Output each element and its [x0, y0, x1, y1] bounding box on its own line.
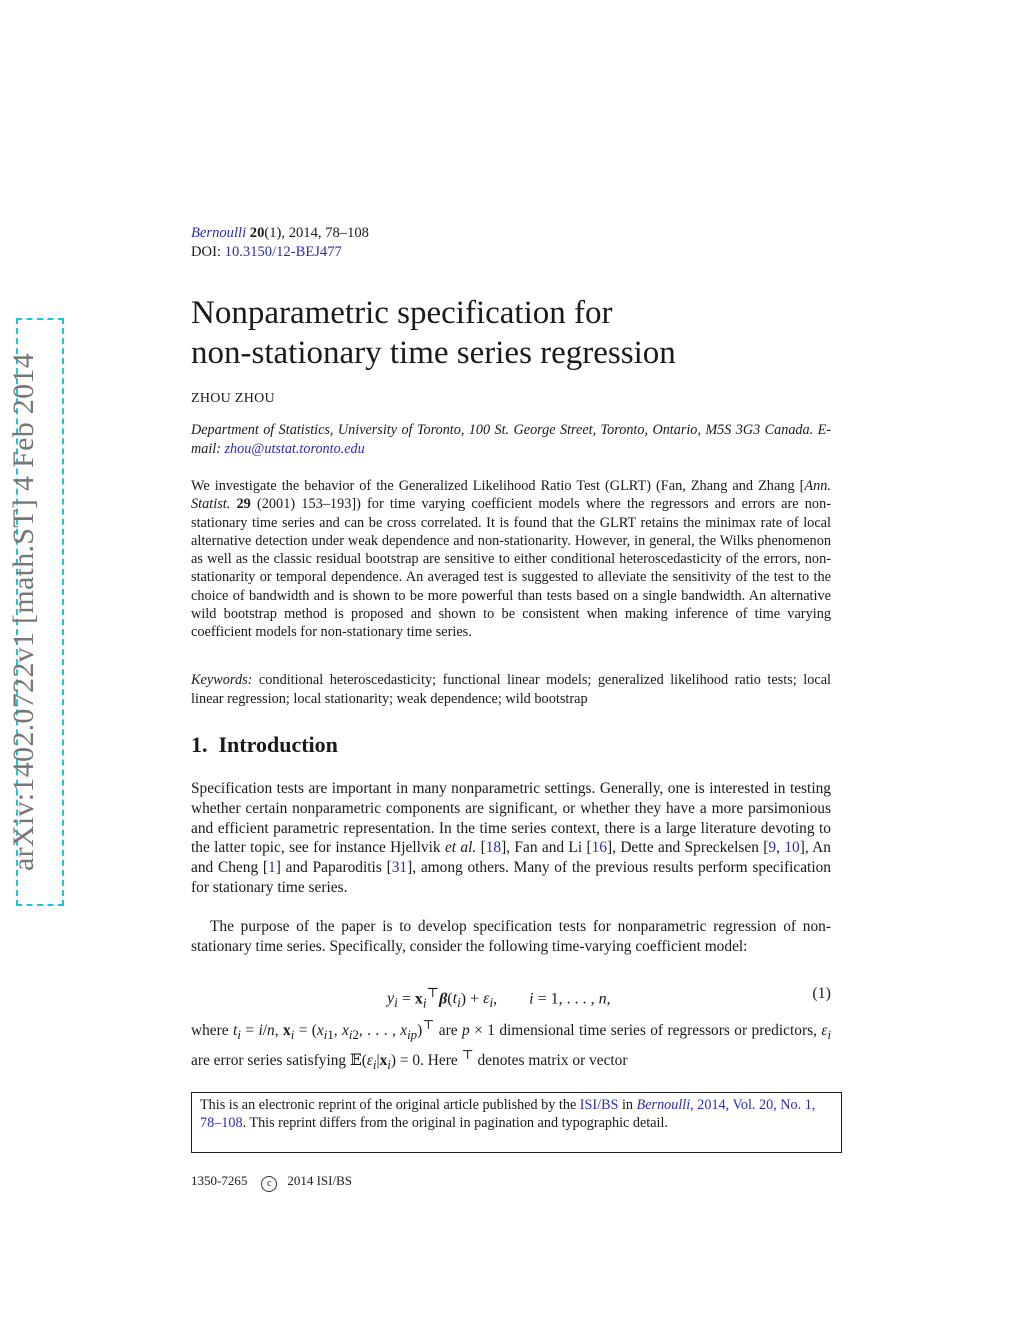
- intro-text: dimensional time series of regressors or predictors,: [499, 1022, 817, 1040]
- etal: et al.: [444, 839, 477, 857]
- intro-text: and Paparoditis: [285, 859, 382, 877]
- doi-line: [191, 243, 369, 262]
- intro-text: where: [191, 1022, 229, 1040]
- journal-volume: 20: [249, 225, 265, 241]
- intro-text: , An and Cheng: [191, 839, 831, 877]
- reprint-text: in: [621, 1097, 634, 1113]
- isi-bs-link[interactable]: ISI/BS: [579, 1097, 619, 1113]
- author-name: ZHOU ZHOU: [191, 391, 275, 406]
- reprint-citation-link[interactable]: 2014, Vol. 20, No. 1, 78–108: [200, 1097, 816, 1132]
- intro-text: are: [438, 1022, 458, 1040]
- title-line-1: Nonparametric specification for: [191, 295, 613, 331]
- equation-number: (1): [812, 985, 831, 1002]
- keywords: [191, 671, 831, 708]
- intro-text: . Here: [420, 1052, 458, 1070]
- citation-link[interactable]: 16: [591, 839, 607, 857]
- journal-issue: (1), 2014, 78–108: [264, 225, 369, 241]
- journal-info: [191, 224, 369, 262]
- copyright-icon: c: [261, 1176, 277, 1192]
- intro-text: , among others. Many of the previous results perform specification for stationary time series.: [191, 859, 831, 896]
- intro-text: Specification tests are important in many nonparametric settings. Generally, one is interested in testing whether certain nonparametric components are significant, or whether they have a more parsimonious and efficient parametric representation. In the time series context, there is a large literature devoting to the latter topic, see for instance Hjellvik: [191, 780, 831, 857]
- equation-1: [191, 985, 831, 1011]
- footer: [191, 1173, 352, 1192]
- abstract-journal: Ann. Statist.: [191, 478, 831, 513]
- abstract: [191, 477, 831, 642]
- journal-link[interactable]: Bernoulli: [191, 225, 247, 241]
- section-heading: [191, 732, 338, 758]
- intro-paragraph-3: where $t_i = i/n$, $x_i = (x_{i1}$, $x_{i2}$, . . . , $x_{ip})^⊤$ are p × 1 dimensional time series of regressors or predictors, $\varepsilon_i$ are error series satisfying $𝔼(\varepsilon_i|x_i) = 0$. Here ⊤ denotes matrix or vector: [191, 1018, 832, 1073]
- citation-link[interactable]: 31: [391, 859, 408, 877]
- reprint-text: This is an electronic reprint of the original article published by the: [200, 1097, 577, 1113]
- doi-link[interactable]: 10.3150/12-BEJ477: [224, 244, 342, 260]
- affiliation: [191, 421, 831, 458]
- citation-link[interactable]: 18: [485, 839, 502, 857]
- copyright-holder: 2014 ISI/BS: [287, 1173, 352, 1188]
- affiliation-text: Department of Statistics, University of Toronto, 100 St. George Street, Toronto, Ontario, M5S 3G3 Canada. E-mail:: [191, 422, 831, 457]
- title-line-2: non-stationary time series regression: [191, 335, 676, 371]
- intro-text: denotes matrix or vector: [477, 1052, 628, 1070]
- intro-paragraph-1: Specification tests are important in many nonparametric settings. Generally, one is interested in testing whether certain nonparametric components are significant, or whether they have a more parsimonious and efficient parametric representation. In the time series context, there is a large literature devoting to the latter topic, see for instance Hjellvik et al. [18], Fan and Li [16], Dette and Spreckelsen [9, 10], An and Cheng [1] and Paparoditis [31], among others. Many of the previous results perform specification for stationary time series.: [191, 780, 831, 896]
- issn: 1350-7265: [191, 1173, 248, 1188]
- section-number: 1.: [191, 732, 208, 757]
- citation-line: [191, 224, 369, 243]
- paper-title: [191, 293, 891, 373]
- equation-body: $y_i = x_i^⊤\beta(t_i) + \varepsilon_i$, i = 1, . . . , n,: [387, 985, 611, 1011]
- section-title: Introduction: [218, 732, 338, 757]
- intro-text: are error series satisfying: [191, 1052, 347, 1070]
- reprint-notice: This is an electronic reprint of the original article published by the ISI/BS in Bernoulli, 2014, Vol. 20, No. 1, 78–108. This reprint differs from the original in pagination and typographic detail.: [191, 1092, 842, 1153]
- abstract-text: We investigate the behavior of the Generalized Likelihood Ratio Test (GLRT) (Fan, Zhang and Zhang [: [191, 478, 805, 494]
- intro-text: , Fan and Li: [506, 839, 583, 857]
- abstract-text-2: (2001) 153–193]) for time varying coefficient models where the regressors and errors are non-stationary time series and can be cross correlated. It is found that the GLRT retains the minimax rate of local alternative detection under weak dependence and non-stationarity. However, in general, the Wilks phenomenon as well as the classic residual bootstrap are sensitive to either conditional heteroscedasticity of the errors, non-stationarity or temporal dependence. An averaged test is suggested to alleviate the sensitivity of the test to the choice of bandwidth and is shown to be more powerful than tests based on a single bandwidth. An alternative wild bootstrap method is proposed and shown to be consistent when making inference of time varying coefficient models for non-stationary time series.: [191, 496, 831, 641]
- citation-link[interactable]: 9: [768, 839, 777, 857]
- keywords-text: conditional heteroscedasticity; functional linear models; generalized likelihood ratio tests; local linear regression; local stationarity; weak dependence; wild bootstrap: [191, 672, 832, 707]
- arxiv-stamp: arXiv:1402.0722v1 [math.ST] 4 Feb 2014: [7, 352, 40, 872]
- intro-text: , Dette and Spreckelsen: [612, 839, 759, 857]
- reprint-text: . This reprint differs from the original in pagination and typographic detail.: [242, 1115, 668, 1132]
- citation-link[interactable]: 1: [268, 859, 276, 877]
- intro-paragraph-2: The purpose of the paper is to develop specification tests for nonparametric regression of non-stationary time series. Specifically, consider the following time-varying coefficient model:: [191, 918, 831, 955]
- email-link[interactable]: zhou@utstat.toronto.edu: [224, 440, 365, 457]
- keywords-label: Keywords:: [191, 672, 253, 688]
- bernoulli-link[interactable]: Bernoulli: [636, 1097, 691, 1113]
- citation-link[interactable]: 10: [784, 839, 800, 857]
- abstract-volume: 29: [236, 496, 251, 513]
- doi-label: DOI:: [191, 244, 221, 260]
